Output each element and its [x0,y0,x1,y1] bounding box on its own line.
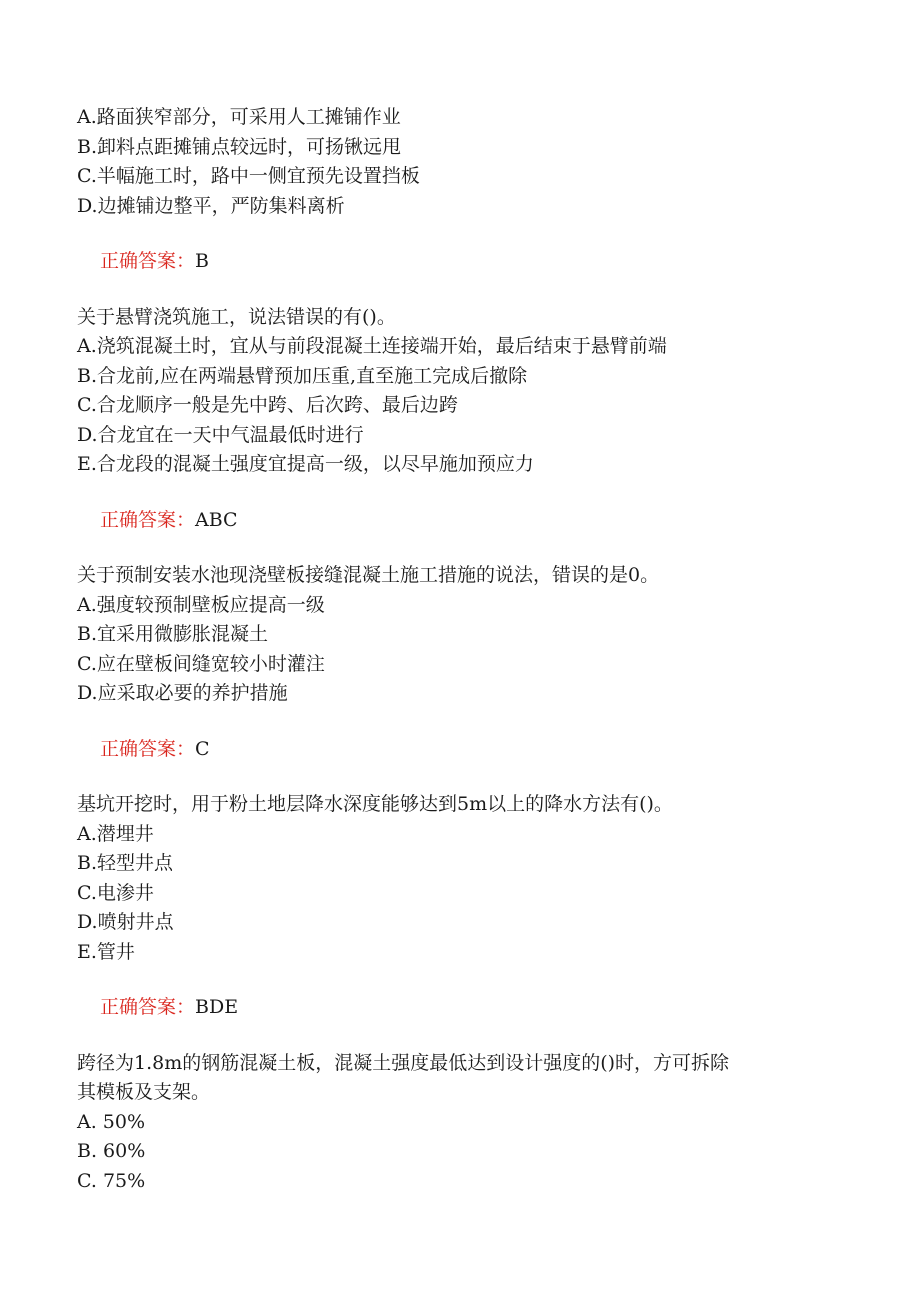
answer-3 [77,993,847,1023]
question-stem-line-2: 其模板及支架。 [77,1081,211,1103]
answer-value: BDE [195,996,239,1018]
option-e: E.合龙段的混凝土强度宜提高一级，以尽早施加预应力 [77,453,534,475]
option-a: A.浇筑混凝土时，宜从与前段混凝土连接端开始，最后结束于悬臂前端 [77,335,667,357]
answer-label: 正确答案： [100,996,196,1018]
question-stem: 基坑开挖时，用于粉土地层降水深度能够达到5m以上的降水方法有()。 [77,793,673,815]
answer-value: B [195,250,209,272]
option-d: D.应采取必要的养护措施 [77,682,288,704]
answer-value: C [195,737,210,760]
option-a: A. 50% [77,1110,146,1133]
option-a: A.潜埋井 [77,822,154,845]
answer-2 [77,735,847,765]
option-e: E.管井 [77,940,135,963]
option-c: C.应在壁板间缝宽较小时灌注 [77,652,325,675]
answer-label: 正确答案： [100,508,196,531]
answer-1 [77,506,847,536]
option-d: D.合龙宜在一天中气温最低时进行 [77,423,364,446]
option-c: C. 75% [77,1169,146,1192]
question-2 [77,561,847,709]
option-c: C.半幅施工时，路中一侧宜预先设置挡板 [77,165,420,187]
option-b: B.轻型井点 [77,852,174,874]
answer-value: ABC [195,508,238,531]
option-a: A.路面狭窄部分，可采用人工摊铺作业 [77,106,401,128]
question-stem: 关于悬臂浇筑施工，说法错误的有()。 [77,305,396,328]
option-c: C.电渗井 [77,881,154,904]
option-a: A.强度较预制壁板应提高一级 [77,593,325,616]
question-4 [77,1049,847,1197]
answer-label: 正确答案： [100,737,196,760]
option-b: B. 60% [77,1140,146,1162]
question-stem-line-1: 跨径为1.8m的钢筋混凝土板，混凝土强度最低达到设计强度的()时，方可拆除 [77,1051,730,1074]
document-page [77,103,847,1196]
option-c: C.合龙顺序一般是先中跨、后次跨、最后边跨 [77,394,458,416]
answer-fragment [77,247,847,277]
question-stem: 关于预制安装水池现浇壁板接缝混凝土施工措施的说法，错误的是0。 [77,564,660,586]
option-b: B.卸料点距摊铺点较远时，可扬锹远甩 [77,135,402,158]
option-d: D.喷射井点 [77,911,174,933]
option-b: B.宜采用微膨胀混凝土 [77,623,269,645]
option-b: B.合龙前,应在两端悬臂预加压重,直至施工完成后撤除 [77,364,528,387]
option-d: D.边摊铺边整平，严防集料离析 [77,194,345,217]
answer-label: 正确答案： [100,250,196,272]
question-3 [77,790,847,967]
question-1 [77,303,847,480]
question-fragment [77,103,847,221]
